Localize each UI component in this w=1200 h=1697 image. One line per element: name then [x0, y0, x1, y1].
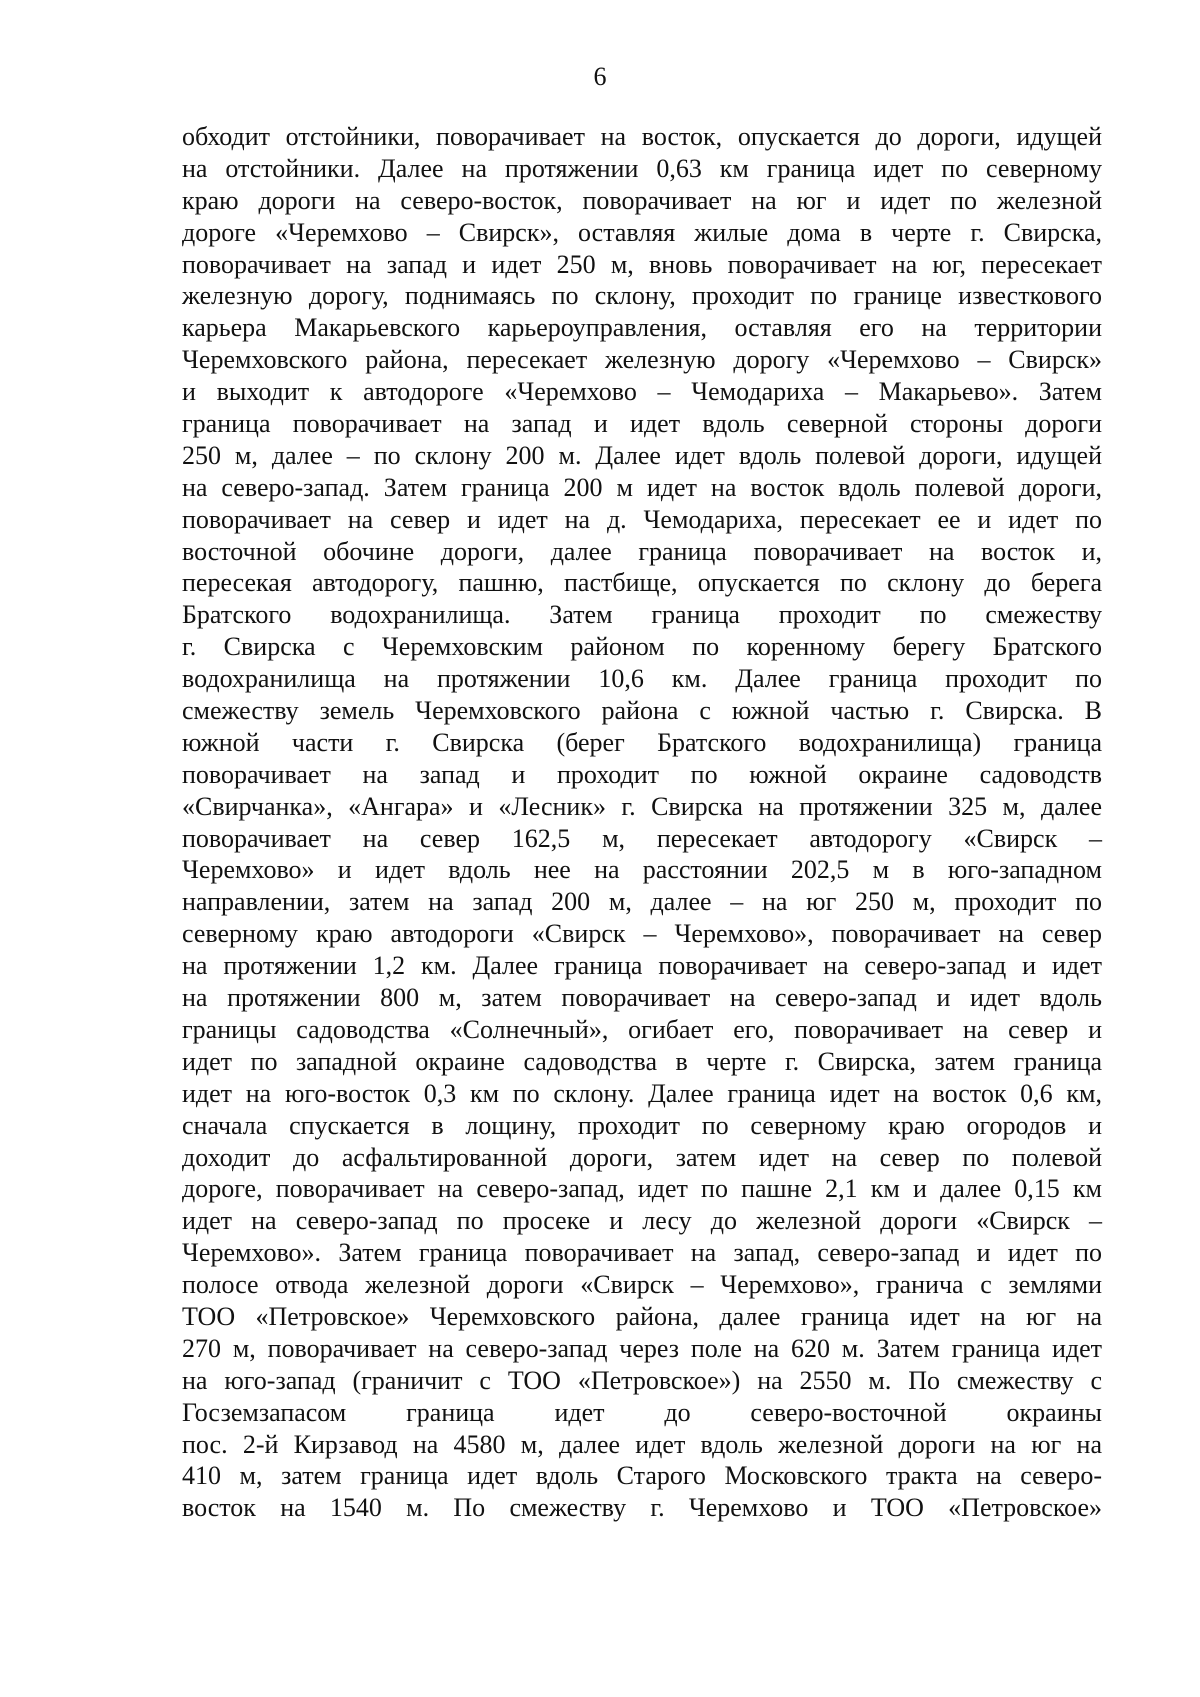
- text-line: поворачивает на север и идет на д. Чемодариха, пересекает ее и идет по: [182, 504, 1102, 534]
- text-line: восточной обочине дороги, далее граница поворачивает на восток и,: [182, 536, 1102, 566]
- text-line: 410 м, затем граница идет вдоль Старого Московского тракта на северо-: [182, 1461, 1102, 1491]
- text-line: Госземзапасом граница идет до северо-восточной окраины: [182, 1397, 1102, 1427]
- text-line: и выходит к автодороге «Черемхово – Чемодариха – Макарьево». Затем: [182, 377, 1102, 407]
- text-line: на протяжении 1,2 км. Далее граница поворачивает на северо-запад и идет: [182, 951, 1102, 981]
- text-line: Черемхово». Затем граница поворачивает на запад, северо-запад и идет по: [182, 1238, 1102, 1268]
- text-line: 250 м, далее – по склону 200 м. Далее идет вдоль полевой дороги, идущей: [182, 440, 1102, 470]
- text-line: доходит до асфальтированной дороги, затем идет на север по полевой: [182, 1142, 1102, 1172]
- text-line: на отстойники. Далее на протяжении 0,63 км граница идет по северному: [182, 153, 1102, 183]
- text-line: смежеству земель Черемховского района с южной частью г. Свирска. В: [182, 696, 1102, 726]
- text-line: полосе отвода железной дороги «Свирск – Черемхово», гранича с землями: [182, 1270, 1102, 1300]
- text-line: краю дороги на северо-восток, поворачивает на юг и идет по железной: [182, 185, 1102, 215]
- text-line: пересекая автодорогу, пашню, пастбище, опускается по склону до берега: [182, 568, 1102, 598]
- text-line: дороге «Черемхово – Свирск», оставляя жилые дома в черте г. Свирска,: [182, 217, 1102, 247]
- text-line: ТОО «Петровское» Черемховского района, далее граница идет на юг на: [182, 1301, 1102, 1331]
- text-line: Черемховского района, пересекает железную дорогу «Черемхово – Свирск»: [182, 345, 1102, 375]
- text-line: граница поворачивает на запад и идет вдоль северной стороны дороги: [182, 409, 1102, 439]
- text-line: поворачивает на запад и идет 250 м, вновь поворачивает на юг, пересекает: [182, 249, 1102, 279]
- text-line: сначала спускается в лощину, проходит по северному краю огородов и: [182, 1110, 1102, 1140]
- text-line: 270 м, поворачивает на северо-запад через поле на 620 м. Затем граница идет: [182, 1333, 1102, 1363]
- text-line: южной части г. Свирска (берег Братского водохранилища) граница: [182, 727, 1102, 757]
- text-line: идет по западной окраине садоводства в черте г. Свирска, затем граница: [182, 1046, 1102, 1076]
- text-line: г. Свирска с Черемховским районом по коренному берегу Братского: [182, 632, 1102, 662]
- text-line: пос. 2-й Кирзавод на 4580 м, далее идет вдоль железной дороги на юг на: [182, 1429, 1102, 1459]
- text-line: на северо-запад. Затем граница 200 м идет на восток вдоль полевой дороги,: [182, 472, 1102, 502]
- text-line: железную дорогу, поднимаясь по склону, проходит по границе известкового: [182, 281, 1102, 311]
- text-line: водохранилища на протяжении 10,6 км. Далее граница проходит по: [182, 664, 1102, 694]
- text-line: Братского водохранилища. Затем граница проходит по смежеству: [182, 600, 1102, 630]
- text-line: Черемхово» и идет вдоль нее на расстоянии 202,5 м в юго-западном: [182, 855, 1102, 885]
- text-line: поворачивает на север 162,5 м, пересекает автодорогу «Свирск –: [182, 823, 1102, 853]
- body-text: [182, 121, 1102, 1524]
- text-line: идет на северо-запад по просеке и лесу до железной дороги «Свирск –: [182, 1206, 1102, 1236]
- text-line: направлении, затем на запад 200 м, далее – на юг 250 м, проходит по: [182, 887, 1102, 917]
- text-line: карьера Макарьевского карьероуправления, оставляя его на территории: [182, 313, 1102, 343]
- text-line: северному краю автодороги «Свирск – Черемхово», поворачивает на север: [182, 919, 1102, 949]
- text-line: поворачивает на запад и проходит по южной окраине садоводств: [182, 759, 1102, 789]
- text-line: дороге, поворачивает на северо-запад, идет по пашне 2,1 км и далее 0,15 км: [182, 1174, 1102, 1204]
- text-line: на юго-запад (граничит с ТОО «Петровское») на 2550 м. По смежеству с: [182, 1365, 1102, 1395]
- text-line: границы садоводства «Солнечный», огибает его, поворачивает на север и: [182, 1014, 1102, 1044]
- page-number: 6: [593, 62, 607, 91]
- text-line: обходит отстойники, поворачивает на восток, опускается до дороги, идущей: [182, 122, 1102, 151]
- text-line: восток на 1540 м. По смежеству г. Черемхово и ТОО «Петровское»: [182, 1493, 1102, 1523]
- text-line: «Свирчанка», «Ангара» и «Лесник» г. Свирска на протяжении 325 м, далее: [182, 791, 1102, 821]
- text-line: на протяжении 800 м, затем поворачивает на северо-запад и идет вдоль: [182, 983, 1102, 1013]
- text-line: идет на юго-восток 0,3 км по склону. Далее граница идет на восток 0,6 км,: [182, 1078, 1102, 1108]
